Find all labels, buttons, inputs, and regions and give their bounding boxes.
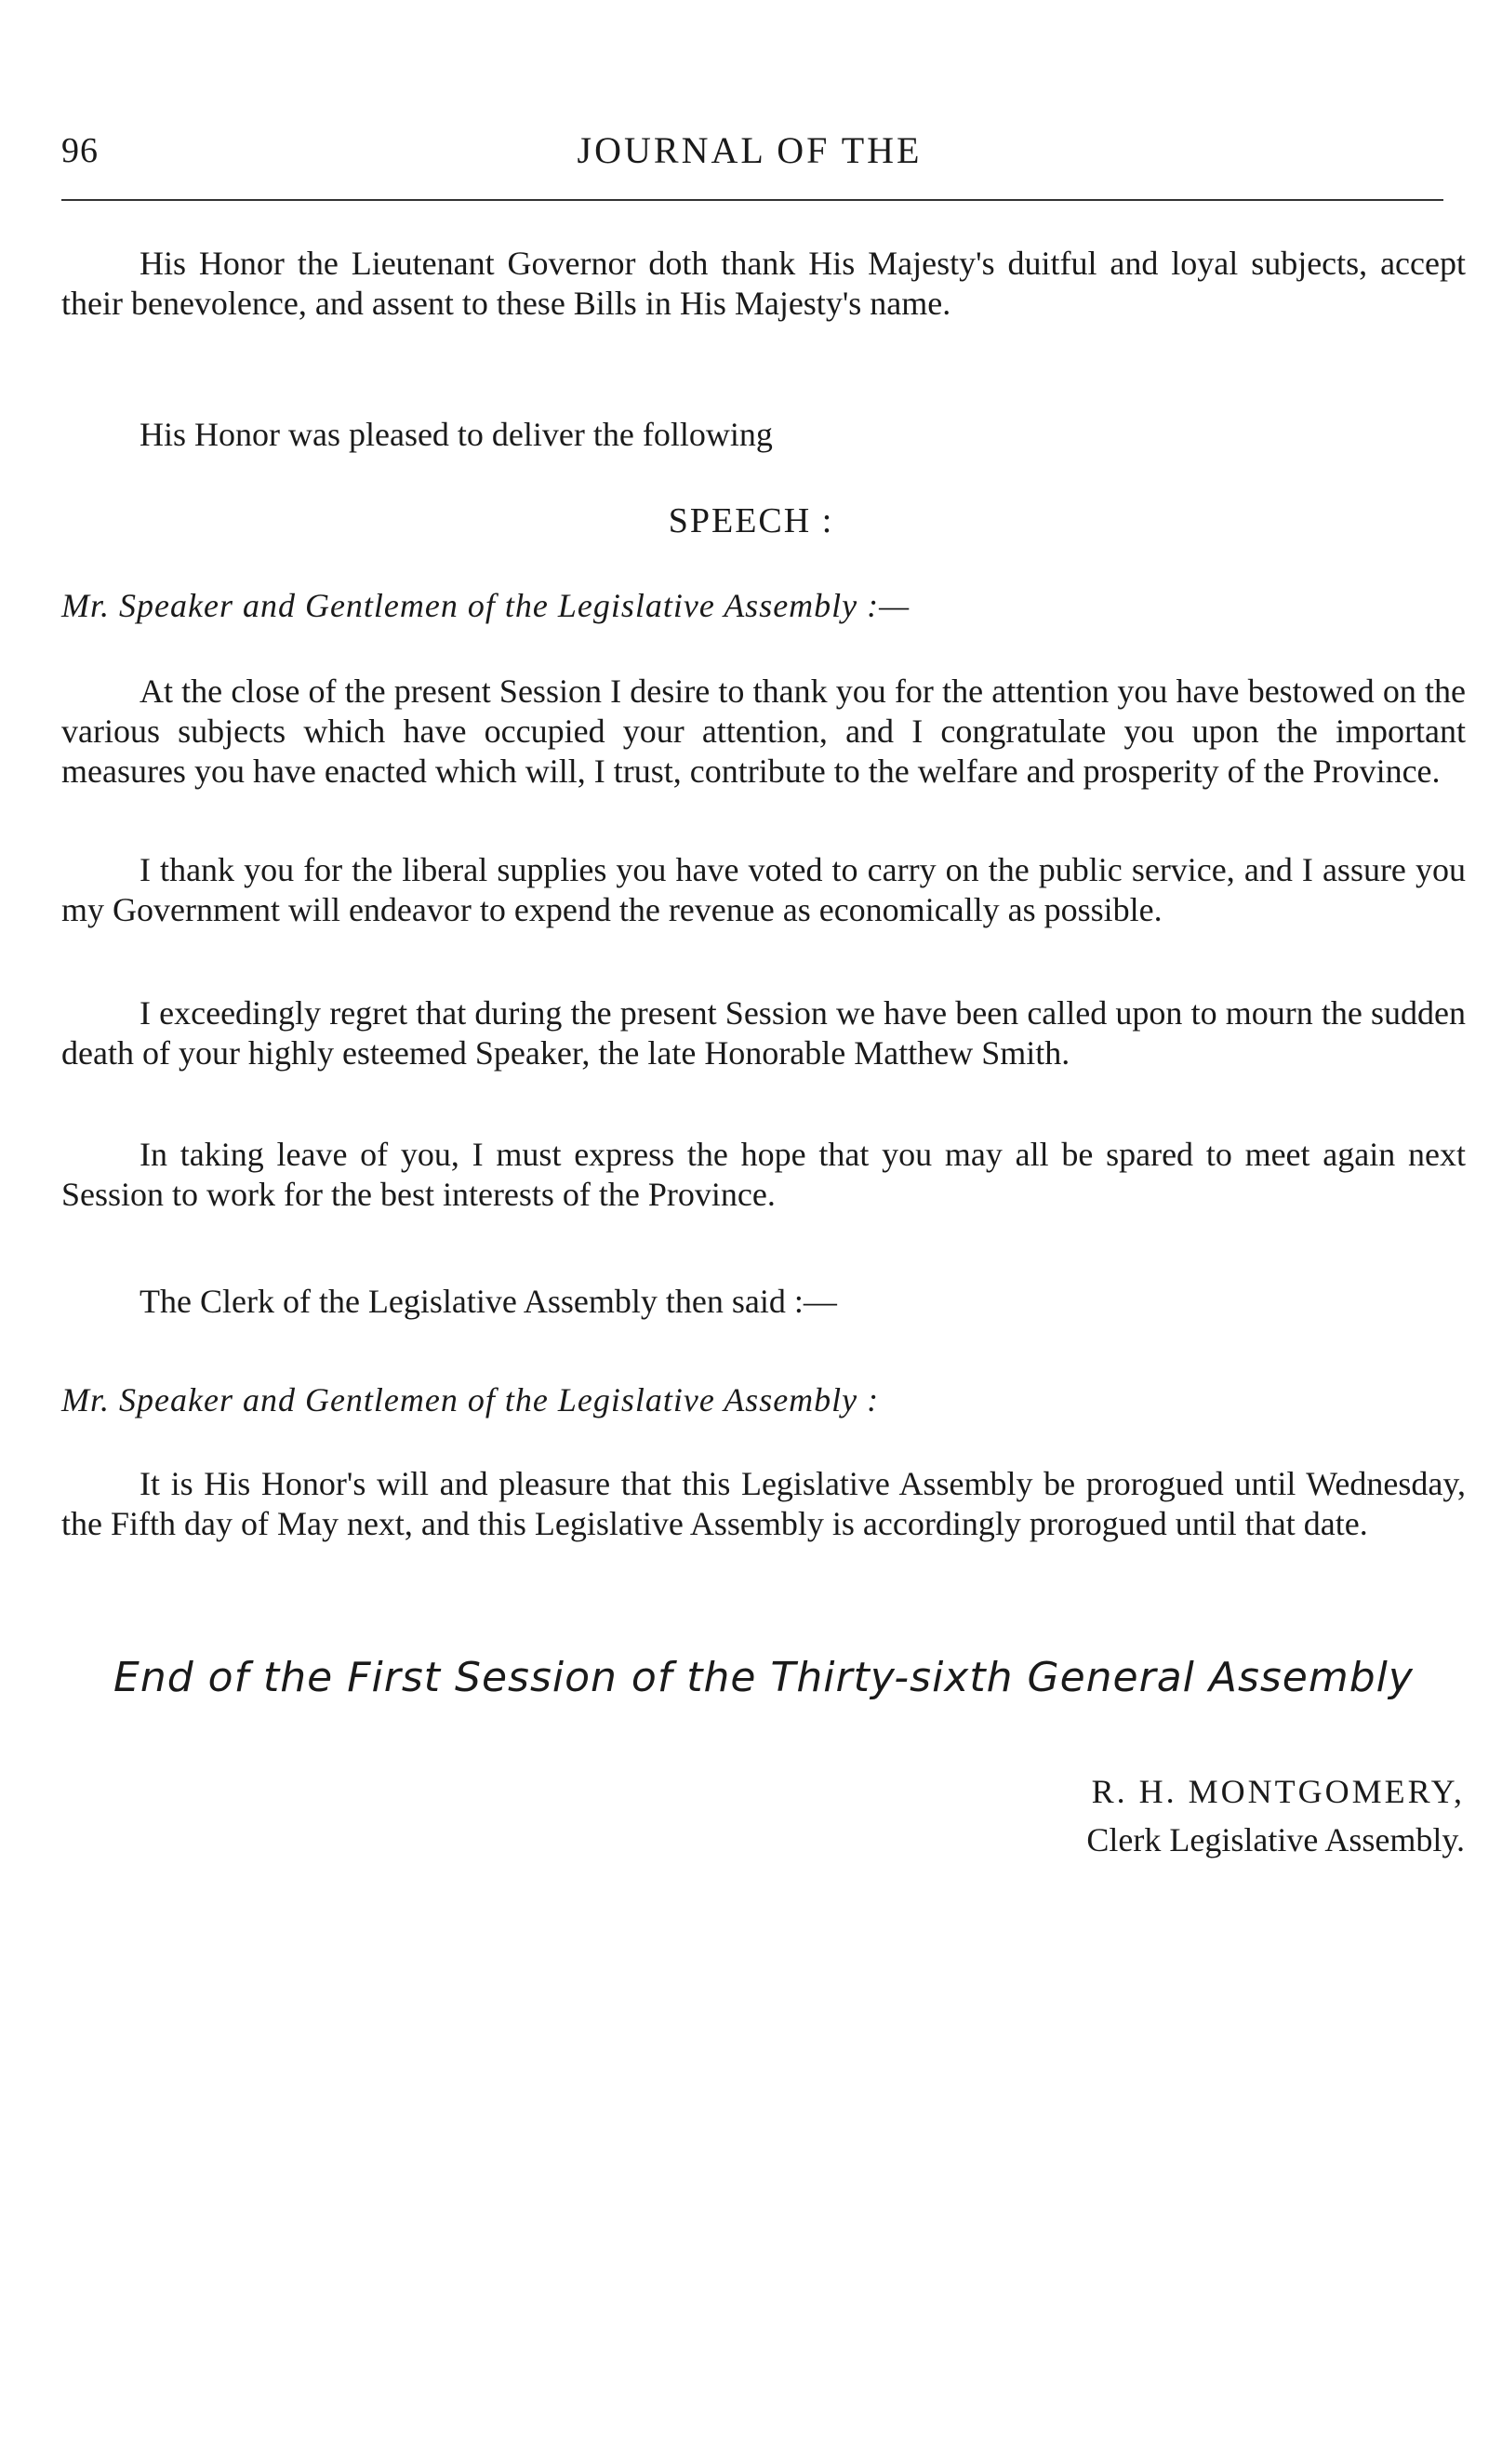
end-of-session-line: End of the First Session of the Thirty-sixth General Assembly — [113, 1654, 1414, 1701]
page-number: 96 — [61, 131, 99, 170]
running-head: JOURNAL OF THE — [577, 129, 923, 171]
prorogued-paragraph: It is His Honor's will and pleasure that this Legislative Assembly be prorogued until Wednesday, the Fifth day of May next, and this Legislative Assembly is accordingly prorogued until that date. — [61, 1465, 1466, 1542]
speech-paragraph-4: In taking leave of you, I must express the hope that you may all be spared to meet again next Session to work for the best interests of the Province. — [61, 1136, 1466, 1213]
clerk-said-paragraph: The Clerk of the Legislative Assembly then said :— — [140, 1283, 837, 1320]
speech-paragraph-3: I exceedingly regret that during the present Session we have been called upon to mourn the sudden death of your highly esteemed Speaker, the late Honorable Matthew Smith. — [61, 994, 1466, 1072]
speech-title: SPEECH : — [668, 501, 834, 540]
speech-paragraph-2: I thank you for the liberal supplies you have voted to carry on the public service, and I assure you my Government will endeavor to expend the revenue as economically as possible. — [61, 851, 1466, 928]
speech-paragraph-1: At the close of the present Session I desire to thank you for the attention you have bestowed on the various subjects which have occupied your attention, and I congratulate you upon the important measures you have enacted which will, I trust, contribute to the welfare and prosperity of the Province. — [61, 673, 1466, 790]
speech-salutation: Mr. Speaker and Gentlemen of the Legislative Assembly :— — [61, 587, 911, 624]
signature-block — [1086, 1767, 1465, 1864]
page-header — [61, 123, 1438, 179]
assent-paragraph: His Honor the Lieutenant Governor doth thank His Majesty's duitful and loyal subjects, accept their benevolence, and assent to these Bills in His Majesty's name. — [61, 245, 1466, 322]
signature-name: R. H. MONTGOMERY, — [1091, 1773, 1465, 1810]
clerk-salutation: Mr. Speaker and Gentlemen of the Legislative Assembly : — [61, 1381, 880, 1418]
header-rule — [61, 199, 1443, 201]
signature-title: Clerk Legislative Assembly. — [1086, 1821, 1465, 1858]
deliver-paragraph: His Honor was pleased to deliver the following — [140, 416, 773, 453]
